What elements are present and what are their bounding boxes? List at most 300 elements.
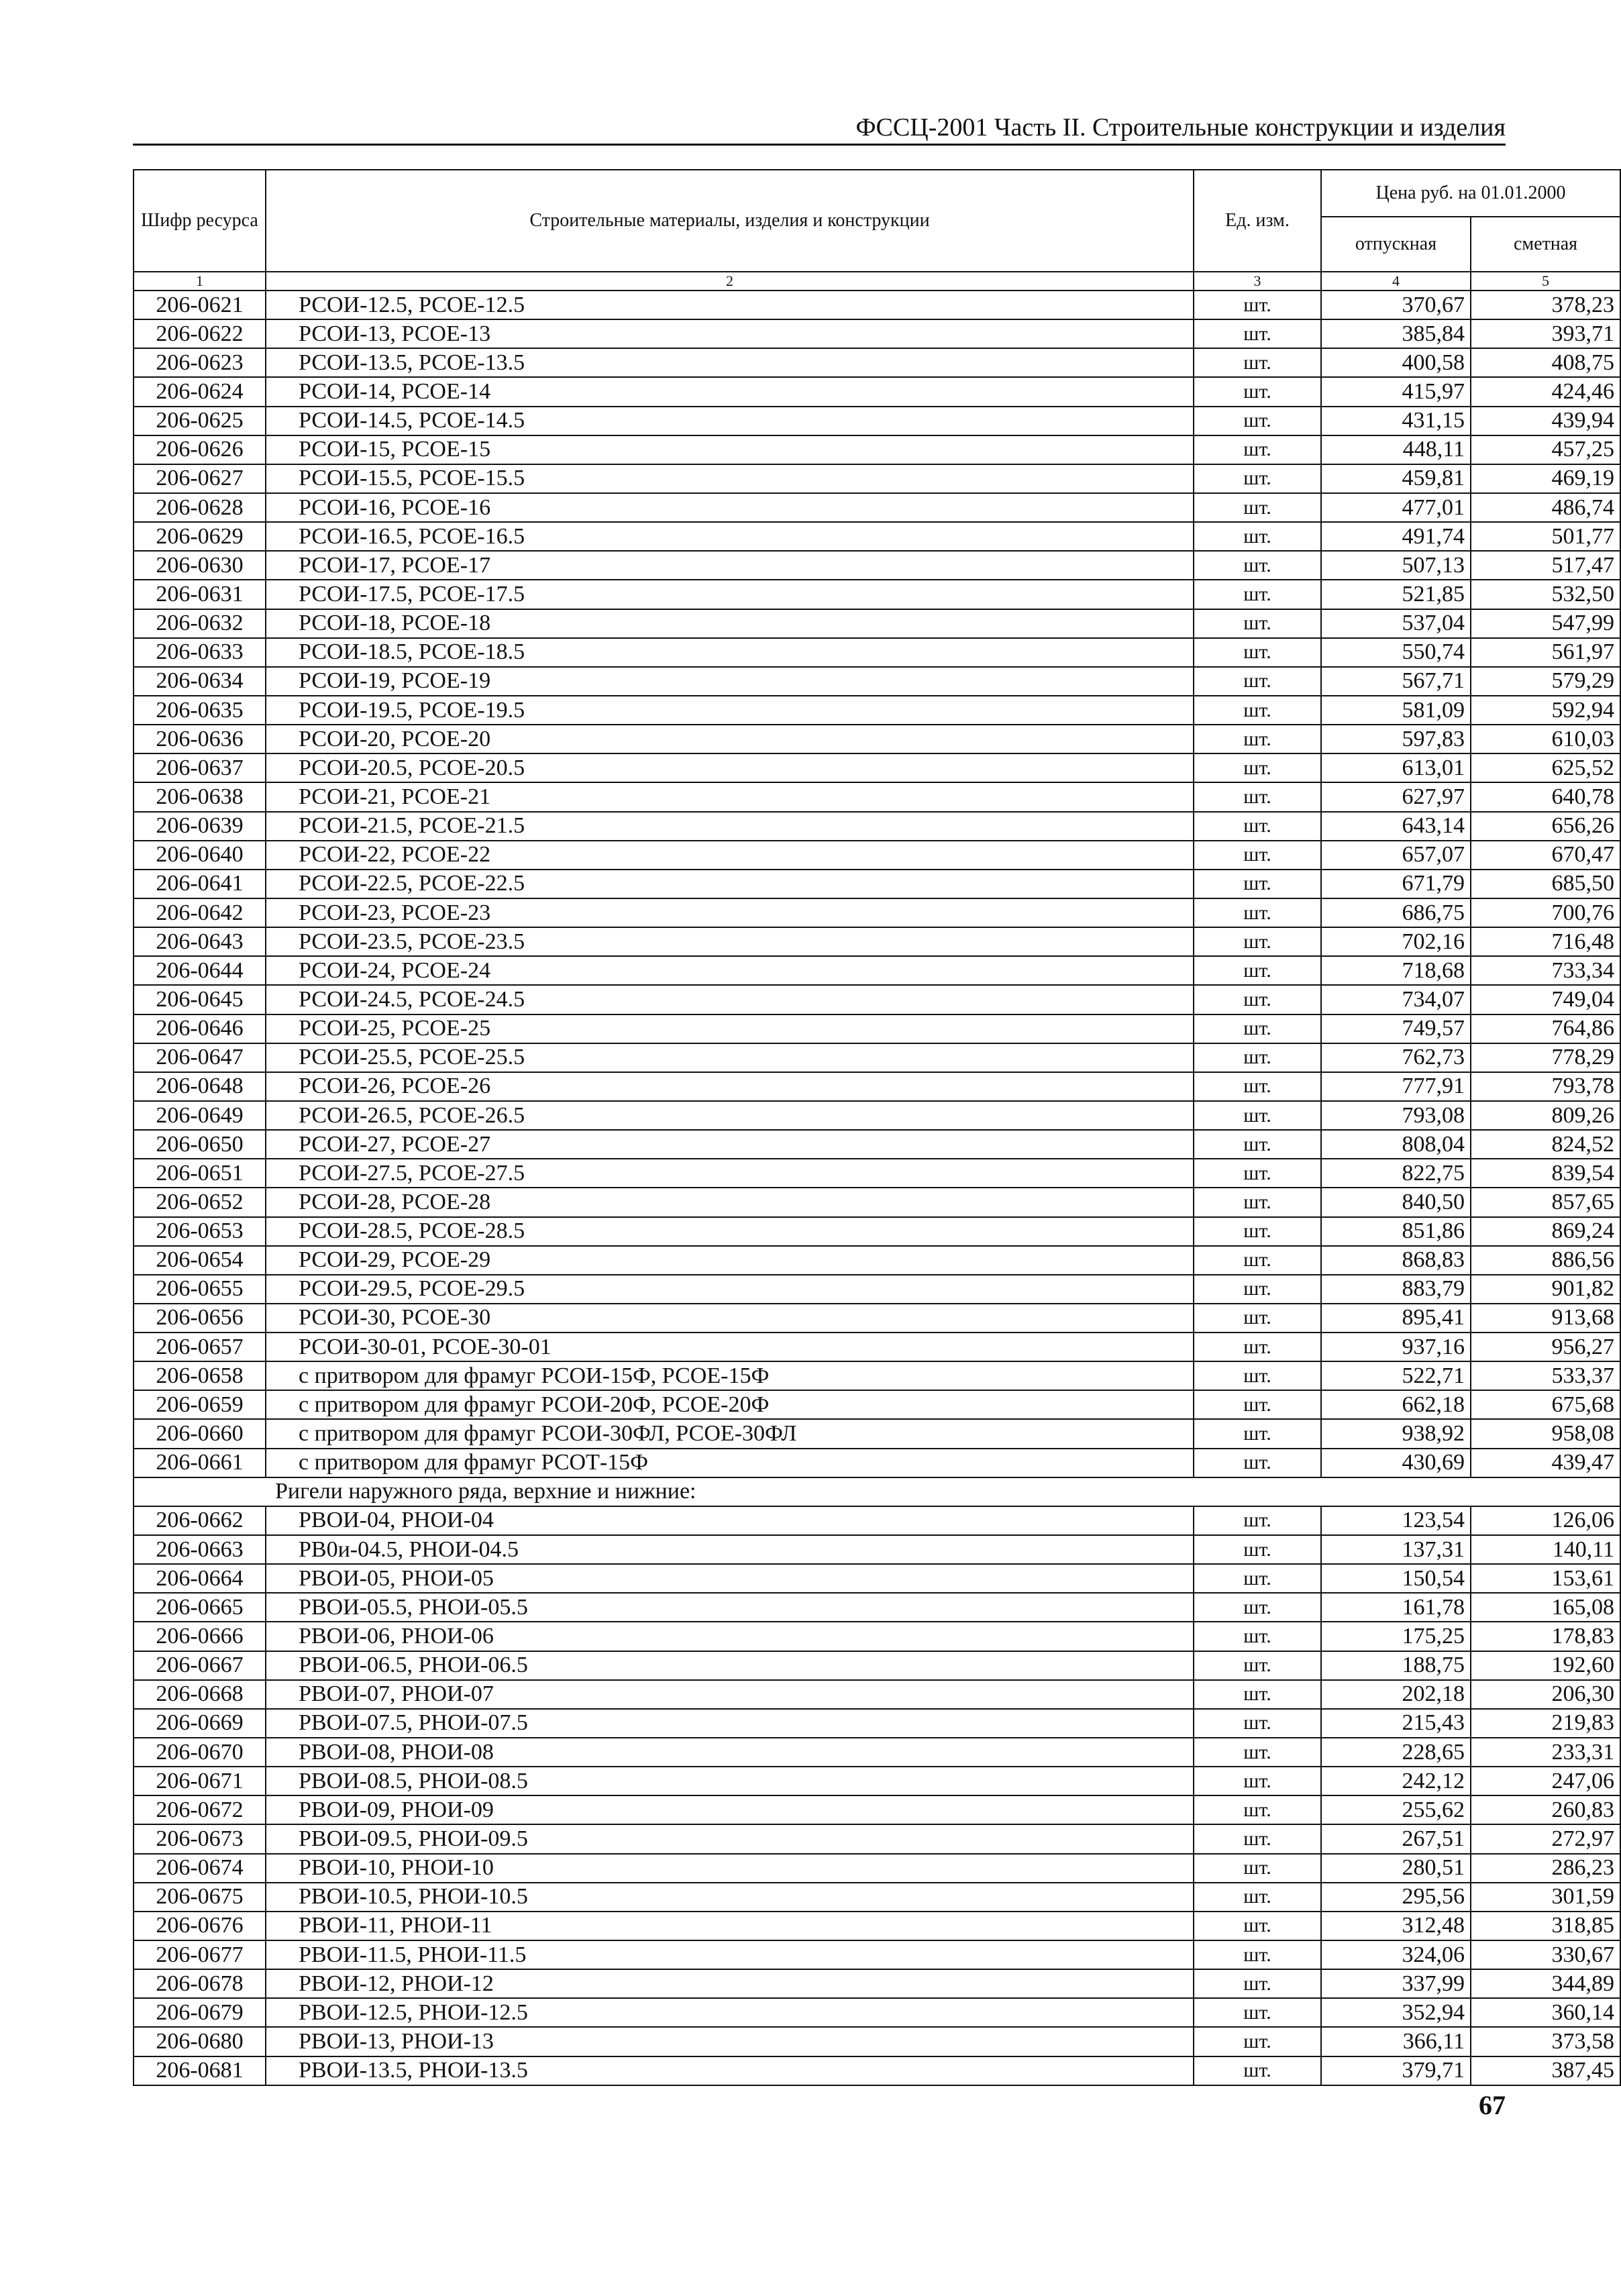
table-row [134, 522, 1620, 551]
item-name-cell: РСОИ-30-01, РСОЕ-30-01 [266, 1333, 1194, 1361]
table-row [134, 1564, 1620, 1593]
unit-cell: шт. [1194, 638, 1321, 667]
table-row [134, 1159, 1620, 1188]
estimate-price-cell: 561,97 [1471, 638, 1620, 667]
unit-cell: шт. [1194, 1709, 1321, 1738]
unit-cell: шт. [1194, 985, 1321, 1014]
unit-cell: шт. [1194, 493, 1321, 522]
item-name-cell: РВОИ-11.5, РНОИ-11.5 [266, 1940, 1194, 1969]
item-name-cell: РСОИ-29.5, РСОЕ-29.5 [266, 1275, 1194, 1304]
estimate-price-cell: 330,67 [1471, 1940, 1620, 1969]
resource-code-cell: 206-0674 [134, 1854, 266, 1883]
resource-code-cell: 206-0637 [134, 753, 266, 782]
table-row [134, 1940, 1620, 1969]
estimate-price-cell: 260,83 [1471, 1795, 1620, 1824]
wholesale-price-cell: 808,04 [1321, 1130, 1471, 1159]
unit-cell: шт. [1194, 2027, 1321, 2056]
resource-code-cell: 206-0621 [134, 291, 266, 319]
unit-cell: шт. [1194, 1795, 1321, 1824]
wholesale-price-cell: 477,01 [1321, 493, 1471, 522]
wholesale-price-cell: 537,04 [1321, 609, 1471, 638]
unit-cell: шт. [1194, 1246, 1321, 1275]
item-name-cell: с притвором для фрамуг РСОИ-20Ф, РСОЕ-20Ф [266, 1390, 1194, 1419]
estimate-price-cell: 886,56 [1471, 1246, 1620, 1275]
resource-code-cell: 206-0636 [134, 725, 266, 753]
table-row [134, 1101, 1620, 1130]
wholesale-price-cell: 202,18 [1321, 1680, 1471, 1709]
table-row [134, 551, 1620, 580]
estimate-price-cell: 439,94 [1471, 407, 1620, 435]
item-name-cell: РСОИ-29, РСОЕ-29 [266, 1246, 1194, 1275]
resource-code-cell: 206-0629 [134, 522, 266, 551]
unit-cell: шт. [1194, 291, 1321, 319]
wholesale-price-cell: 938,92 [1321, 1419, 1471, 1448]
estimate-price-cell: 301,59 [1471, 1883, 1620, 1912]
wholesale-price-cell: 267,51 [1321, 1824, 1471, 1853]
estimate-price-cell: 192,60 [1471, 1651, 1620, 1680]
resource-code-cell: 206-0631 [134, 580, 266, 609]
table-row [134, 1419, 1620, 1448]
table-row [134, 407, 1620, 435]
unit-cell: шт. [1194, 580, 1321, 609]
table-row [134, 1043, 1620, 1072]
resource-code-cell: 206-0675 [134, 1883, 266, 1912]
resource-code-cell: 206-0645 [134, 985, 266, 1014]
unit-cell: шт. [1194, 812, 1321, 841]
item-name-cell: РСОИ-13, РСОЕ-13 [266, 319, 1194, 348]
unit-cell: шт. [1194, 782, 1321, 811]
unit-cell: шт. [1194, 667, 1321, 696]
estimate-price-cell: 670,47 [1471, 841, 1620, 870]
wholesale-price-cell: 581,09 [1321, 696, 1471, 725]
wholesale-price-cell: 851,86 [1321, 1217, 1471, 1246]
wholesale-price-cell: 400,58 [1321, 348, 1471, 377]
item-name-cell: с притвором для фрамуг РСОИ-30ФЛ, РСОЕ-30ФЛ [266, 1419, 1194, 1448]
unit-cell: шт. [1194, 927, 1321, 956]
unit-cell: шт. [1194, 407, 1321, 435]
column-header-name: Строительные материалы, изделия и конструкции [266, 170, 1194, 272]
item-name-cell: РВОИ-06, РНОИ-06 [266, 1622, 1194, 1651]
item-name-cell: РВОИ-04, РНОИ-04 [266, 1506, 1194, 1535]
item-name-cell: РВОИ-13.5, РНОИ-13.5 [266, 2056, 1194, 2085]
table-row [134, 1304, 1620, 1333]
wholesale-price-cell: 613,01 [1321, 753, 1471, 782]
estimate-price-cell: 517,47 [1471, 551, 1620, 580]
wholesale-price-cell: 161,78 [1321, 1593, 1471, 1622]
estimate-price-cell: 610,03 [1471, 725, 1620, 753]
wholesale-price-cell: 352,94 [1321, 1998, 1471, 2027]
table-row [134, 667, 1620, 696]
wholesale-price-cell: 242,12 [1321, 1767, 1471, 1795]
item-name-cell: РСОИ-26, РСОЕ-26 [266, 1072, 1194, 1101]
resource-code-cell: 206-0624 [134, 377, 266, 406]
unit-cell: шт. [1194, 956, 1321, 985]
wholesale-price-cell: 522,71 [1321, 1361, 1471, 1390]
resource-code-cell: 206-0658 [134, 1361, 266, 1390]
wholesale-price-cell: 883,79 [1321, 1275, 1471, 1304]
table-row [134, 956, 1620, 985]
wholesale-price-cell: 734,07 [1321, 985, 1471, 1014]
item-name-cell: РСОИ-24.5, РСОЕ-24.5 [266, 985, 1194, 1014]
estimate-price-cell: 206,30 [1471, 1680, 1620, 1709]
item-name-cell: РВОИ-05.5, РНОИ-05.5 [266, 1593, 1194, 1622]
unit-cell: шт. [1194, 2056, 1321, 2085]
column-header-estimate: сметная [1471, 217, 1620, 272]
unit-cell: шт. [1194, 1912, 1321, 1940]
unit-cell: шт. [1194, 1072, 1321, 1101]
estimate-price-cell: 408,75 [1471, 348, 1620, 377]
table-row [134, 464, 1620, 493]
item-name-cell: РСОИ-21, РСОЕ-21 [266, 782, 1194, 811]
unit-cell: шт. [1194, 1130, 1321, 1159]
unit-cell: шт. [1194, 1390, 1321, 1419]
item-name-cell: РВОИ-08, РНОИ-08 [266, 1738, 1194, 1767]
unit-cell: шт. [1194, 1275, 1321, 1304]
resource-code-cell: 206-0646 [134, 1014, 266, 1043]
resource-code-cell: 206-0659 [134, 1390, 266, 1419]
item-name-cell: РВОИ-05, РНОИ-05 [266, 1564, 1194, 1593]
unit-cell: шт. [1194, 1333, 1321, 1361]
estimate-price-cell: 486,74 [1471, 493, 1620, 522]
estimate-price-cell: 793,78 [1471, 1072, 1620, 1101]
wholesale-price-cell: 643,14 [1321, 812, 1471, 841]
item-name-cell: РСОИ-12.5, РСОЕ-12.5 [266, 291, 1194, 319]
unit-cell: шт. [1194, 1159, 1321, 1188]
resource-code-cell: 206-0662 [134, 1506, 266, 1535]
table-row [134, 1709, 1620, 1738]
estimate-price-cell: 393,71 [1471, 319, 1620, 348]
item-name-cell: РСОИ-20, РСОЕ-20 [266, 725, 1194, 753]
table-row [134, 1275, 1620, 1304]
wholesale-price-cell: 385,84 [1321, 319, 1471, 348]
table-row [134, 696, 1620, 725]
table-row [134, 782, 1620, 811]
wholesale-price-cell: 627,97 [1321, 782, 1471, 811]
estimate-price-cell: 685,50 [1471, 870, 1620, 898]
table-header [134, 170, 1620, 291]
unit-cell: шт. [1194, 753, 1321, 782]
unit-cell: шт. [1194, 319, 1321, 348]
page-number: 67 [1479, 2090, 1506, 2120]
item-name-cell: РВОИ-12.5, РНОИ-12.5 [266, 1998, 1194, 2027]
resource-code-cell: 206-0668 [134, 1680, 266, 1709]
table-row [134, 870, 1620, 898]
column-number: 5 [1471, 272, 1620, 291]
estimate-price-cell: 592,94 [1471, 696, 1620, 725]
table-row [134, 638, 1620, 667]
item-name-cell: с притвором для фрамуг РСОИ-15Ф, РСОЕ-15Ф [266, 1361, 1194, 1390]
unit-cell: шт. [1194, 464, 1321, 493]
wholesale-price-cell: 702,16 [1321, 927, 1471, 956]
unit-cell: шт. [1194, 1506, 1321, 1535]
estimate-price-cell: 318,85 [1471, 1912, 1620, 1940]
estimate-price-cell: 764,86 [1471, 1014, 1620, 1043]
table-row [134, 841, 1620, 870]
item-name-cell: РВОИ-08.5, РНОИ-08.5 [266, 1767, 1194, 1795]
item-name-cell: РСОИ-22, РСОЕ-22 [266, 841, 1194, 870]
table-row [134, 1246, 1620, 1275]
group-heading: Ригели наружного ряда, верхние и нижние: [134, 1477, 1620, 1506]
estimate-price-cell: 716,48 [1471, 927, 1620, 956]
wholesale-price-cell: 448,11 [1321, 435, 1471, 464]
table-row [134, 493, 1620, 522]
item-name-cell: РСОИ-26.5, РСОЕ-26.5 [266, 1101, 1194, 1130]
wholesale-price-cell: 366,11 [1321, 2027, 1471, 2056]
estimate-price-cell: 656,26 [1471, 812, 1620, 841]
table-row [134, 609, 1620, 638]
wholesale-price-cell: 255,62 [1321, 1795, 1471, 1824]
unit-cell: шт. [1194, 348, 1321, 377]
item-name-cell: РСОИ-21.5, РСОЕ-21.5 [266, 812, 1194, 841]
resource-code-cell: 206-0641 [134, 870, 266, 898]
estimate-price-cell: 532,50 [1471, 580, 1620, 609]
item-name-cell: РВОИ-07, РНОИ-07 [266, 1680, 1194, 1709]
unit-cell: шт. [1194, 1014, 1321, 1043]
wholesale-price-cell: 379,71 [1321, 2056, 1471, 2085]
resource-code-cell: 206-0652 [134, 1188, 266, 1216]
table-row [134, 435, 1620, 464]
table-row [134, 377, 1620, 406]
estimate-price-cell: 857,65 [1471, 1188, 1620, 1216]
item-name-cell: РСОИ-15, РСОЕ-15 [266, 435, 1194, 464]
unit-cell: шт. [1194, 725, 1321, 753]
resource-code-cell: 206-0647 [134, 1043, 266, 1072]
estimate-price-cell: 126,06 [1471, 1506, 1620, 1535]
estimate-price-cell: 501,77 [1471, 522, 1620, 551]
unit-cell: шт. [1194, 1564, 1321, 1593]
wholesale-price-cell: 370,67 [1321, 291, 1471, 319]
column-number-row [134, 272, 1620, 291]
resource-code-cell: 206-0651 [134, 1159, 266, 1188]
estimate-price-cell: 439,47 [1471, 1449, 1620, 1477]
item-name-cell: с притвором для фрамуг РСОТ-15Ф [266, 1449, 1194, 1477]
item-name-cell: РСОИ-30, РСОЕ-30 [266, 1304, 1194, 1333]
unit-cell: шт. [1194, 1738, 1321, 1767]
resource-code-cell: 206-0664 [134, 1564, 266, 1593]
resource-code-cell: 206-0638 [134, 782, 266, 811]
resource-code-cell: 206-0676 [134, 1912, 266, 1940]
wholesale-price-cell: 718,68 [1321, 956, 1471, 985]
wholesale-price-cell: 175,25 [1321, 1622, 1471, 1651]
estimate-price-cell: 247,06 [1471, 1767, 1620, 1795]
resource-code-cell: 206-0639 [134, 812, 266, 841]
estimate-price-cell: 913,68 [1471, 1304, 1620, 1333]
estimate-price-cell: 901,82 [1471, 1275, 1620, 1304]
item-name-cell: РСОИ-14, РСОЕ-14 [266, 377, 1194, 406]
wholesale-price-cell: 228,65 [1321, 1738, 1471, 1767]
resource-code-cell: 206-0625 [134, 407, 266, 435]
estimate-price-cell: 373,58 [1471, 2027, 1620, 2056]
estimate-price-cell: 579,29 [1471, 667, 1620, 696]
table-row [134, 348, 1620, 377]
unit-cell: шт. [1194, 1622, 1321, 1651]
unit-cell: шт. [1194, 870, 1321, 898]
table-row [134, 2056, 1620, 2085]
unit-cell: шт. [1194, 377, 1321, 406]
wholesale-price-cell: 840,50 [1321, 1188, 1471, 1216]
estimate-price-cell: 533,37 [1471, 1361, 1620, 1390]
resource-code-cell: 206-0681 [134, 2056, 266, 2085]
wholesale-price-cell: 868,83 [1321, 1246, 1471, 1275]
unit-cell: шт. [1194, 609, 1321, 638]
item-name-cell: РСОИ-27.5, РСОЕ-27.5 [266, 1159, 1194, 1188]
unit-cell: шт. [1194, 1651, 1321, 1680]
resource-code-cell: 206-0679 [134, 1998, 266, 2027]
unit-cell: шт. [1194, 1940, 1321, 1969]
resource-code-cell: 206-0627 [134, 464, 266, 493]
wholesale-price-cell: 777,91 [1321, 1072, 1471, 1101]
column-number: 3 [1194, 272, 1321, 291]
table-row [134, 1217, 1620, 1246]
resource-code-cell: 206-0656 [134, 1304, 266, 1333]
resource-code-cell: 206-0678 [134, 1969, 266, 1998]
item-name-cell: РСОИ-14.5, РСОЕ-14.5 [266, 407, 1194, 435]
table-row [134, 1651, 1620, 1680]
estimate-price-cell: 625,52 [1471, 753, 1620, 782]
table-row [134, 725, 1620, 753]
estimate-price-cell: 749,04 [1471, 985, 1620, 1014]
unit-cell: шт. [1194, 1593, 1321, 1622]
resource-code-cell: 206-0643 [134, 927, 266, 956]
resource-code-cell: 206-0673 [134, 1824, 266, 1853]
item-name-cell: РСОИ-18.5, РСОЕ-18.5 [266, 638, 1194, 667]
unit-cell: шт. [1194, 1969, 1321, 1998]
resource-code-cell: 206-0654 [134, 1246, 266, 1275]
wholesale-price-cell: 657,07 [1321, 841, 1471, 870]
estimate-price-cell: 153,61 [1471, 1564, 1620, 1593]
item-name-cell: РСОИ-22.5, РСОЕ-22.5 [266, 870, 1194, 898]
table-row [134, 1767, 1620, 1795]
table-row [134, 1390, 1620, 1419]
estimate-price-cell: 958,08 [1471, 1419, 1620, 1448]
item-name-cell: РВ0и-04.5, РНОИ-04.5 [266, 1535, 1194, 1564]
resource-code-cell: 206-0667 [134, 1651, 266, 1680]
resource-code-cell: 206-0626 [134, 435, 266, 464]
estimate-price-cell: 178,83 [1471, 1622, 1620, 1651]
resource-code-cell: 206-0661 [134, 1449, 266, 1477]
unit-cell: шт. [1194, 696, 1321, 725]
wholesale-price-cell: 597,83 [1321, 725, 1471, 753]
wholesale-price-cell: 312,48 [1321, 1912, 1471, 1940]
wholesale-price-cell: 662,18 [1321, 1390, 1471, 1419]
resource-code-cell: 206-0628 [134, 493, 266, 522]
table-row [134, 1014, 1620, 1043]
item-name-cell: РВОИ-12, РНОИ-12 [266, 1969, 1194, 1998]
item-name-cell: РСОИ-25, РСОЕ-25 [266, 1014, 1194, 1043]
unit-cell: шт. [1194, 1535, 1321, 1564]
table-row [134, 1361, 1620, 1390]
table-body [134, 291, 1620, 2085]
item-name-cell: РСОИ-28, РСОЕ-28 [266, 1188, 1194, 1216]
resource-code-cell: 206-0642 [134, 898, 266, 927]
wholesale-price-cell: 895,41 [1321, 1304, 1471, 1333]
estimate-price-cell: 809,26 [1471, 1101, 1620, 1130]
resource-code-cell: 206-0650 [134, 1130, 266, 1159]
column-number: 1 [134, 272, 266, 291]
table-row [134, 1912, 1620, 1940]
item-name-cell: РСОИ-20.5, РСОЕ-20.5 [266, 753, 1194, 782]
item-name-cell: РВОИ-10.5, РНОИ-10.5 [266, 1883, 1194, 1912]
unit-cell: шт. [1194, 1854, 1321, 1883]
wholesale-price-cell: 123,54 [1321, 1506, 1471, 1535]
item-name-cell: РСОИ-18, РСОЕ-18 [266, 609, 1194, 638]
resource-code-cell: 206-0666 [134, 1622, 266, 1651]
unit-cell: шт. [1194, 1680, 1321, 1709]
item-name-cell: РСОИ-28.5, РСОЕ-28.5 [266, 1217, 1194, 1246]
estimate-price-cell: 700,76 [1471, 898, 1620, 927]
price-table [133, 169, 1621, 2086]
table-row [134, 1883, 1620, 1912]
resource-code-cell: 206-0671 [134, 1767, 266, 1795]
table-row [134, 1854, 1620, 1883]
unit-cell: шт. [1194, 841, 1321, 870]
wholesale-price-cell: 137,31 [1321, 1535, 1471, 1564]
table-row [134, 291, 1620, 319]
table-row [134, 1130, 1620, 1159]
unit-cell: шт. [1194, 1188, 1321, 1216]
resource-code-cell: 206-0672 [134, 1795, 266, 1824]
column-header-wholesale: отпускная [1321, 217, 1471, 272]
wholesale-price-cell: 567,71 [1321, 667, 1471, 696]
item-name-cell: РВОИ-06.5, РНОИ-06.5 [266, 1651, 1194, 1680]
wholesale-price-cell: 431,15 [1321, 407, 1471, 435]
wholesale-price-cell: 686,75 [1321, 898, 1471, 927]
unit-cell: шт. [1194, 1998, 1321, 2027]
item-name-cell: РВОИ-09, РНОИ-09 [266, 1795, 1194, 1824]
estimate-price-cell: 469,19 [1471, 464, 1620, 493]
table-row [134, 1535, 1620, 1564]
unit-cell: шт. [1194, 1043, 1321, 1072]
item-name-cell: РСОИ-25.5, РСОЕ-25.5 [266, 1043, 1194, 1072]
wholesale-price-cell: 415,97 [1321, 377, 1471, 406]
resource-code-cell: 206-0677 [134, 1940, 266, 1969]
table-row [134, 753, 1620, 782]
estimate-price-cell: 286,23 [1471, 1854, 1620, 1883]
item-name-cell: РСОИ-17, РСОЕ-17 [266, 551, 1194, 580]
item-name-cell: РСОИ-23, РСОЕ-23 [266, 898, 1194, 927]
resource-code-cell: 206-0669 [134, 1709, 266, 1738]
estimate-price-cell: 387,45 [1471, 2056, 1620, 2085]
wholesale-price-cell: 150,54 [1321, 1564, 1471, 1593]
estimate-price-cell: 219,83 [1471, 1709, 1620, 1738]
item-name-cell: РСОИ-27, РСОЕ-27 [266, 1130, 1194, 1159]
item-name-cell: РСОИ-15.5, РСОЕ-15.5 [266, 464, 1194, 493]
table-row [134, 1506, 1620, 1535]
table-row [134, 1824, 1620, 1853]
unit-cell: шт. [1194, 435, 1321, 464]
wholesale-price-cell: 822,75 [1321, 1159, 1471, 1188]
table-row [134, 927, 1620, 956]
resource-code-cell: 206-0630 [134, 551, 266, 580]
table-row [134, 898, 1620, 927]
resource-code-cell: 206-0632 [134, 609, 266, 638]
estimate-price-cell: 640,78 [1471, 782, 1620, 811]
estimate-price-cell: 360,14 [1471, 1998, 1620, 2027]
item-name-cell: РВОИ-09.5, РНОИ-09.5 [266, 1824, 1194, 1853]
wholesale-price-cell: 295,56 [1321, 1883, 1471, 1912]
estimate-price-cell: 733,34 [1471, 956, 1620, 985]
item-name-cell: РСОИ-24, РСОЕ-24 [266, 956, 1194, 985]
header-rule [133, 144, 1506, 146]
wholesale-price-cell: 491,74 [1321, 522, 1471, 551]
wholesale-price-cell: 762,73 [1321, 1043, 1471, 1072]
item-name-cell: РСОИ-13.5, РСОЕ-13.5 [266, 348, 1194, 377]
table-row [134, 1622, 1620, 1651]
estimate-price-cell: 956,27 [1471, 1333, 1620, 1361]
wholesale-price-cell: 337,99 [1321, 1969, 1471, 1998]
wholesale-price-cell: 793,08 [1321, 1101, 1471, 1130]
resource-code-cell: 206-0653 [134, 1217, 266, 1246]
